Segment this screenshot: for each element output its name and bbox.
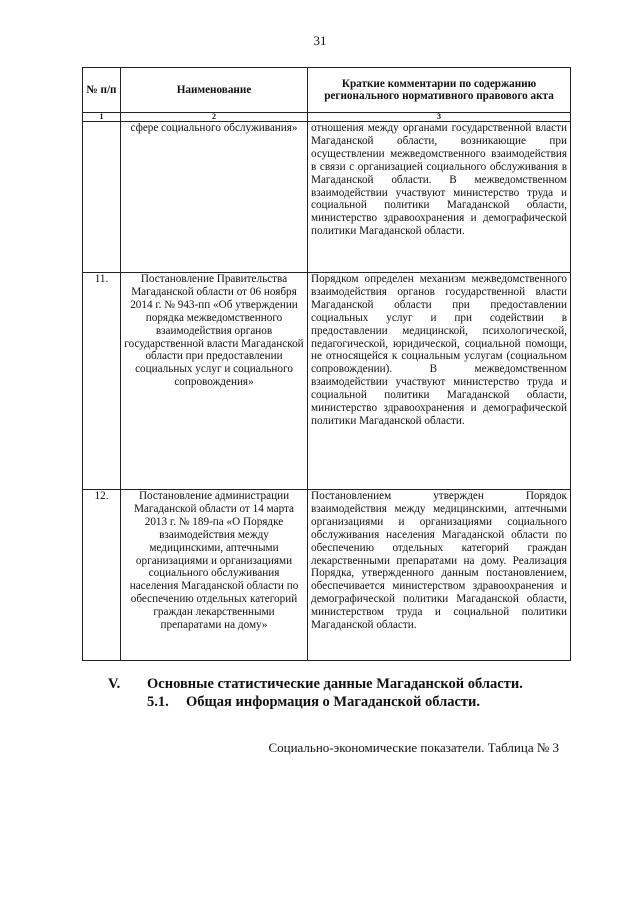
- acts-table: [82, 67, 571, 661]
- header-comment: Краткие комментарии по содержанию регионального нормативного правового акта: [308, 68, 571, 113]
- table-caption: Социально-экономические показатели. Таблица № 3: [268, 740, 559, 755]
- row-number: [83, 122, 121, 273]
- row-number: 11.: [83, 273, 121, 490]
- row-number: 12.: [83, 490, 121, 661]
- header-num: № п/п: [83, 68, 121, 113]
- act-comment: Порядком определен механизм межведомственного взаимодействия органов государственной власти Магаданской области при предоставлении социальных услуг и при содействии в предоставлении медицинской, психологической, педагогической, юридической, социальной помощи, не относящейся к социальным услугам (социальном сопровождении). В межведомственном взаимодействии участвуют министерство труда и социальной политики Магаданской области, министерство здравоохранения и демографической политики Магаданской области.: [308, 273, 571, 490]
- subsection-number: 5.1.: [147, 694, 169, 710]
- table-row: [83, 122, 571, 273]
- act-comment: отношения между органами государственной власти Магаданской области, возникающие при осуществлении межведомственного взаимодействия в связи с организацией социального обслуживания в Магаданской области. В межведомственном взаимодействии участвуют министерство труда и социальной политики Магаданской области, министерство здравоохранения и демографической политики Магаданской области.: [308, 122, 571, 273]
- header-name: Наименование: [121, 68, 308, 113]
- table-row: [83, 490, 571, 661]
- column-index: 3: [308, 113, 571, 122]
- table-row: [83, 273, 571, 490]
- act-name: Постановление администрации Магаданской области от 14 марта 2013 г. № 189-па «О Порядке взаимодействия между медицинскими, аптечными организациями и организациями социального обслуживания населения Магаданской области по обеспечению отдельных категорий граждан лекарственными препаратами на дому»: [121, 490, 308, 661]
- section-title: Основные статистические данные Магаданской области.: [147, 676, 523, 692]
- table-header-row: [83, 68, 571, 113]
- act-name: сфере социального обслуживания»: [121, 122, 308, 273]
- section-number: V.: [108, 676, 121, 692]
- page-number: 31: [313, 33, 327, 48]
- column-index: 2: [121, 113, 308, 122]
- act-name: Постановление Правительства Магаданской области от 06 ноября 2014 г. № 943-пп «Об утверждении порядка межведомственного взаимодействия органов государственной власти Магаданской области при предоставлении социальных услуг и социального сопровождения»: [121, 273, 308, 490]
- act-comment: Постановлением утвержден Порядок взаимодействия между медицинскими, аптечными организациями и организациями социального обслуживания населения Магаданской области по обеспечению отдельных категорий граждан лекарственными препаратами на дому. Реализация Порядка, утвержденного данным постановлением, обеспечивается министерством здравоохранения и демографической политики Магаданской области, министерством труда и социальной политики Магаданской области.: [308, 490, 571, 661]
- column-index-row: [83, 113, 571, 122]
- subsection-title: Общая информация о Магаданской области.: [186, 694, 481, 710]
- column-index: 1: [83, 113, 121, 122]
